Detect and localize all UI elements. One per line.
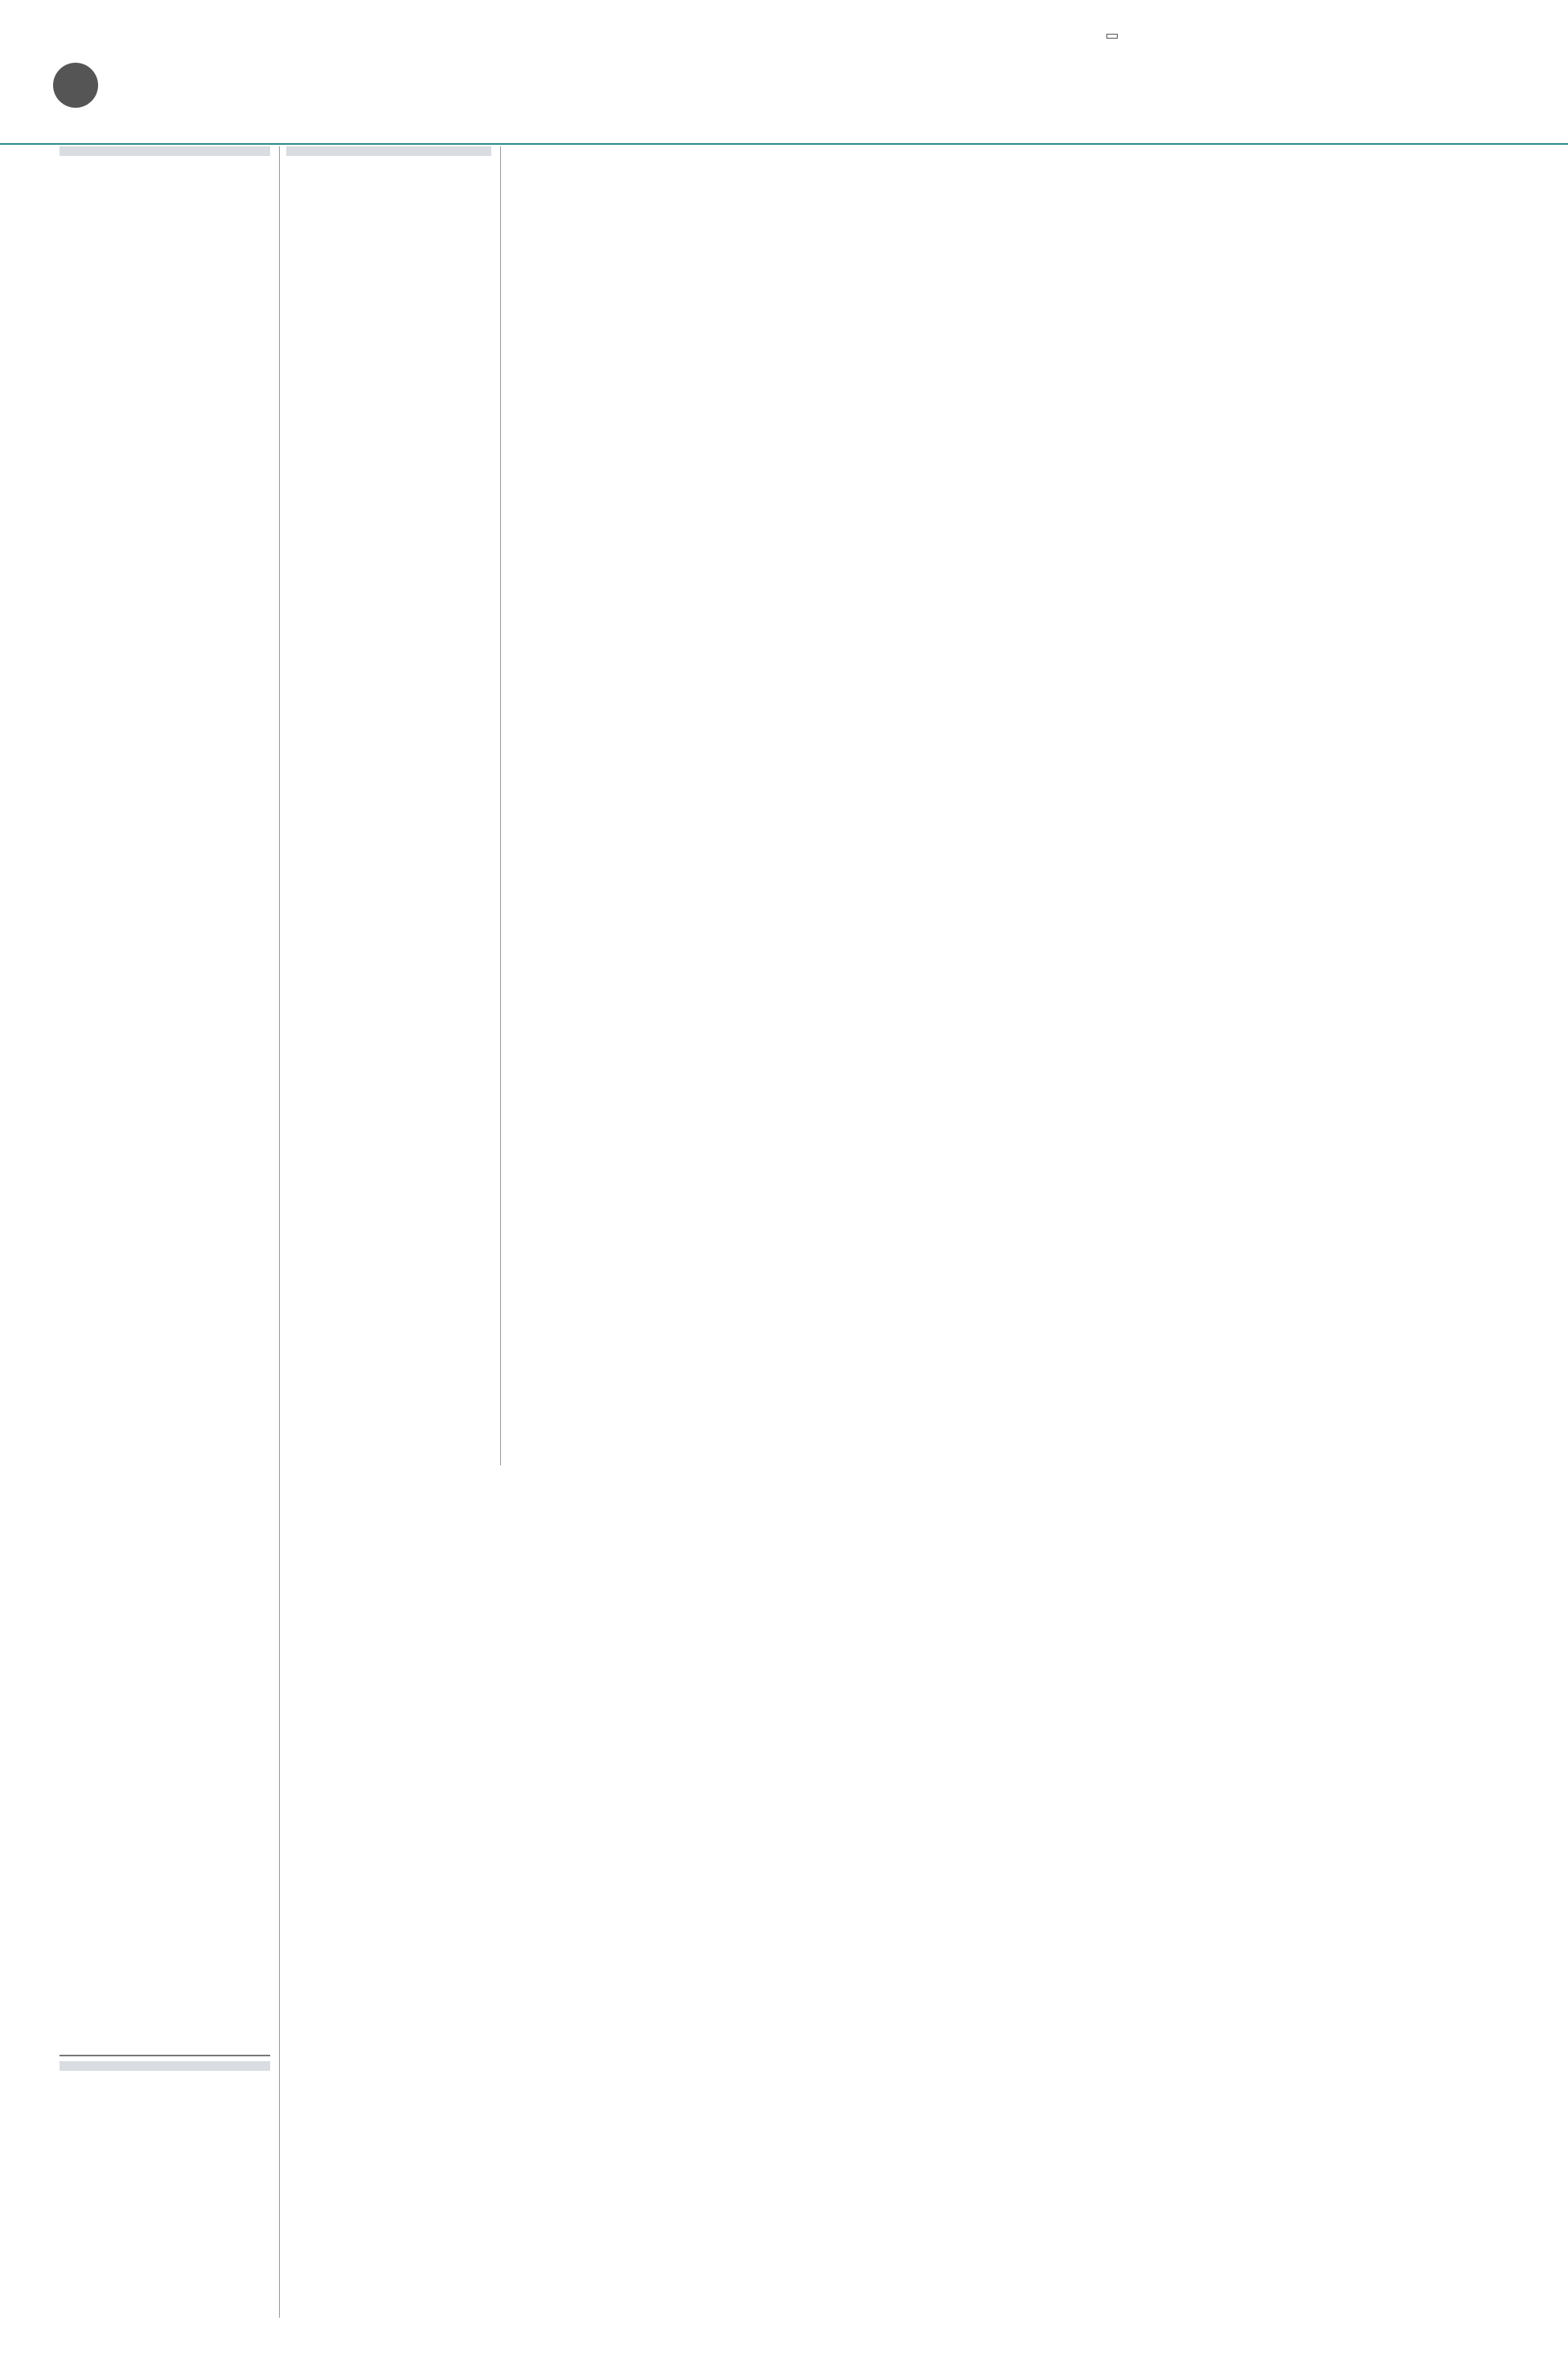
column-rule	[500, 146, 501, 1465]
classified-heading	[60, 2061, 270, 2071]
classified-heading	[60, 146, 270, 156]
masthead	[0, 0, 1568, 145]
classifieds-column-2	[286, 146, 491, 1465]
column-rule	[279, 146, 280, 2318]
netrokona-mp-story	[508, 154, 603, 709]
netrokona-story	[508, 151, 599, 152]
classified-heading	[286, 146, 491, 156]
classifieds-column-1	[60, 146, 270, 1570]
story-netrokona-section	[508, 153, 598, 154]
page-number	[53, 63, 98, 108]
classifieds-column-1b	[60, 2055, 270, 2320]
logo-tagline	[1106, 34, 1118, 39]
